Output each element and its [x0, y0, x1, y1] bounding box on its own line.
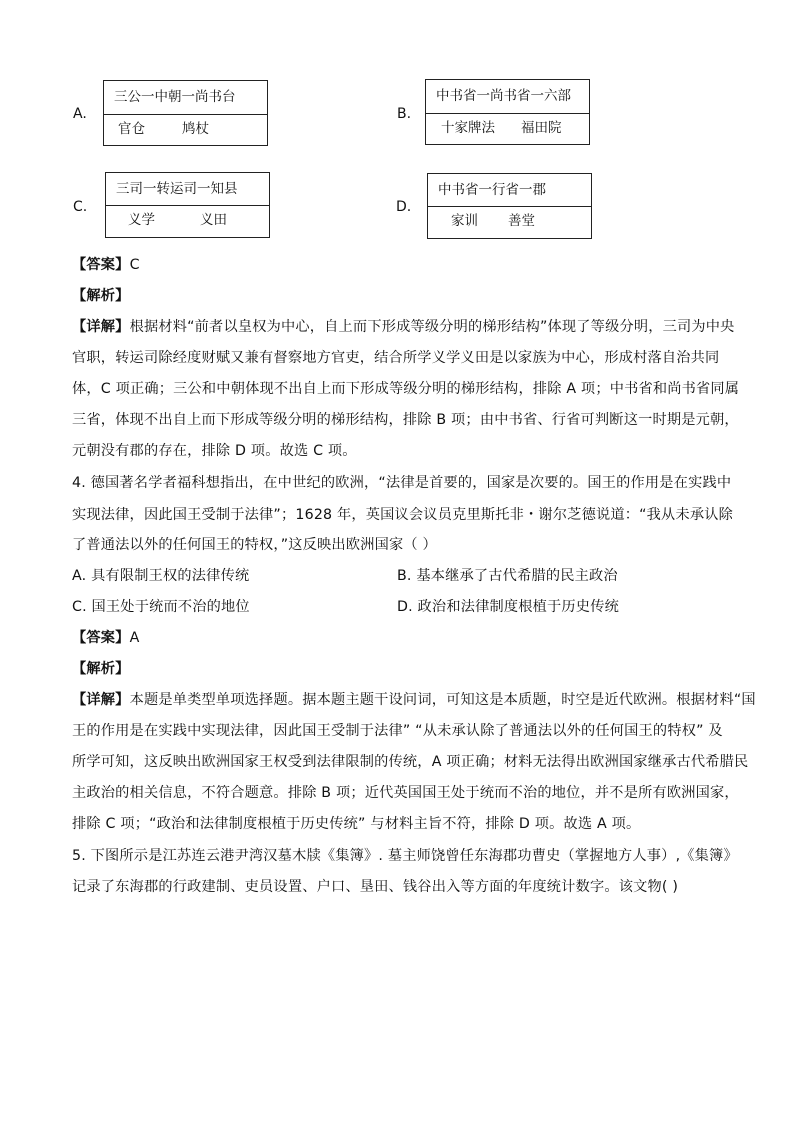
- q3-detail-tag: 【详解】: [72, 319, 130, 335]
- q3-answer: [72, 255, 140, 275]
- q4-detail-line-5: 排除 C 项；“政治和法律制度根植于历史传统” 与材料主旨不符，排除 D 项。故选 A 项。: [72, 816, 641, 832]
- q5-stem-line-2: 记录了东海郡的行政建制、吏员设置、户口、垦田、钱谷出入等方面的年度统计数字。该文物( ): [72, 879, 679, 895]
- q4-detail-line-3: 所学可知，这反映出欧洲国家王权受到法律限制的传统，A 项正确；材料无法得出欧洲国家继承古代希腊民: [72, 754, 749, 770]
- option-c-item-1: 义学: [128, 212, 155, 228]
- q4-answer-tag: 【答案】: [72, 630, 130, 646]
- option-b-item-1: 十家牌法: [441, 120, 495, 136]
- q4-stem-line-3: 了普通法以外的任何国王的特权，”这反映出欧洲国家（ ）: [72, 537, 437, 553]
- q3-detail-line-4: 三省，体现不出自上而下形成等级分明的梯形结构，排除 B 项；由中书省、行省可判断这一时期是元朝，: [72, 412, 739, 428]
- option-a-letter: A.: [73, 106, 87, 122]
- q4-detail-line-2: 王的作用是在实践中实现法律，因此国王受制于法律” “从未承认除了普通法以外的任何国王的特权” 及: [72, 723, 723, 739]
- option-d-letter: D.: [396, 199, 412, 215]
- q4-answer-value: A: [129, 630, 140, 646]
- q3-detail-line-2: 官职，转运司除经度财赋又兼有督察地方官吏，结合所学义学义田是以家族为中心，形成村落自治共同: [72, 350, 720, 366]
- q3-detail-text-1: 根据材料“前者以皇权为中心，自上而下形成等级分明的梯形结构”体现了等级分明，三司为中央: [129, 319, 735, 335]
- option-a-top: 三公一中朝一尚书台: [104, 81, 267, 115]
- q4-stem-line-1: 4. 德国著名学者福科想指出，在中世纪的欧洲，“法律是首要的，国家是次要的。国王的作用是在实践中: [72, 475, 732, 491]
- q3-analysis-tag: 【解析】: [72, 288, 130, 304]
- option-d-item-2: 善堂: [508, 213, 535, 229]
- option-a-box: [103, 80, 268, 146]
- option-a-item-2: 鸠杖: [182, 121, 209, 137]
- q3-answer-tag: 【答案】: [72, 257, 130, 273]
- q5-stem-line-1: 5. 下图所示是江苏连云港尹湾汉墓木牍《集簿》. 墓主师饶曾任东海郡功曹史（掌握地方人事）,《集簿》: [72, 848, 738, 864]
- option-a-item-1: 官仓: [118, 121, 145, 137]
- option-c-letter: C.: [73, 199, 88, 215]
- q4-answer: [72, 628, 139, 648]
- q3-detail-line-5: 元朝没有郡的存在，排除 D 项。故选 C 项。: [72, 443, 357, 459]
- option-b-item-2: 福田院: [521, 120, 562, 136]
- option-d-top: 中书省一行省一郡: [428, 174, 591, 207]
- q3-detail-line-3: 体，C 项正确；三公和中朝体现不出自上而下形成等级分明的梯形结构，排除 A 项；中书省和尚书省同属: [72, 381, 740, 397]
- q3-detail-line-1: [72, 317, 735, 337]
- q3-answer-value: C: [129, 257, 140, 273]
- option-d-box: [427, 173, 592, 239]
- q4-detail-tag: 【详解】: [72, 692, 130, 708]
- option-b-box: [425, 79, 590, 145]
- q4-detail-line-4: 主政治的相关信息，不符合题意。排除 B 项；近代英国国王处于统而不治的地位，并不是所有欧洲国家，: [72, 785, 739, 801]
- option-c-box: [105, 172, 270, 238]
- q4-analysis-tag: 【解析】: [72, 661, 130, 677]
- q4-detail-text-1: 本题是单类型单项选择题。据本题主题干设问词，可知这是本质题，时空是近代欧洲。根据材料“国: [129, 692, 756, 708]
- option-c-top: 三司一转运司一知县: [106, 173, 269, 206]
- q4-detail-line-1: [72, 690, 756, 710]
- option-c-item-2: 义田: [200, 212, 227, 228]
- option-b-letter: B.: [397, 106, 412, 122]
- q4-option-d: D. 政治和法律制度根植于历史传统: [397, 599, 619, 615]
- option-b-top: 中书省一尚书省一六部: [426, 80, 589, 114]
- q4-option-a: A. 具有限制王权的法律传统: [72, 568, 250, 584]
- q4-option-b: B. 基本继承了古代希腊的民主政治: [397, 568, 618, 584]
- q4-option-c: C. 国王处于统而不治的地位: [72, 599, 250, 615]
- option-d-item-1: 家训: [451, 213, 478, 229]
- q4-stem-line-2: 实现法律，因此国王受制于法律”；1628 年，英国议会议员克里斯托非・谢尔芝德说道：“我从未承认除: [72, 507, 733, 523]
